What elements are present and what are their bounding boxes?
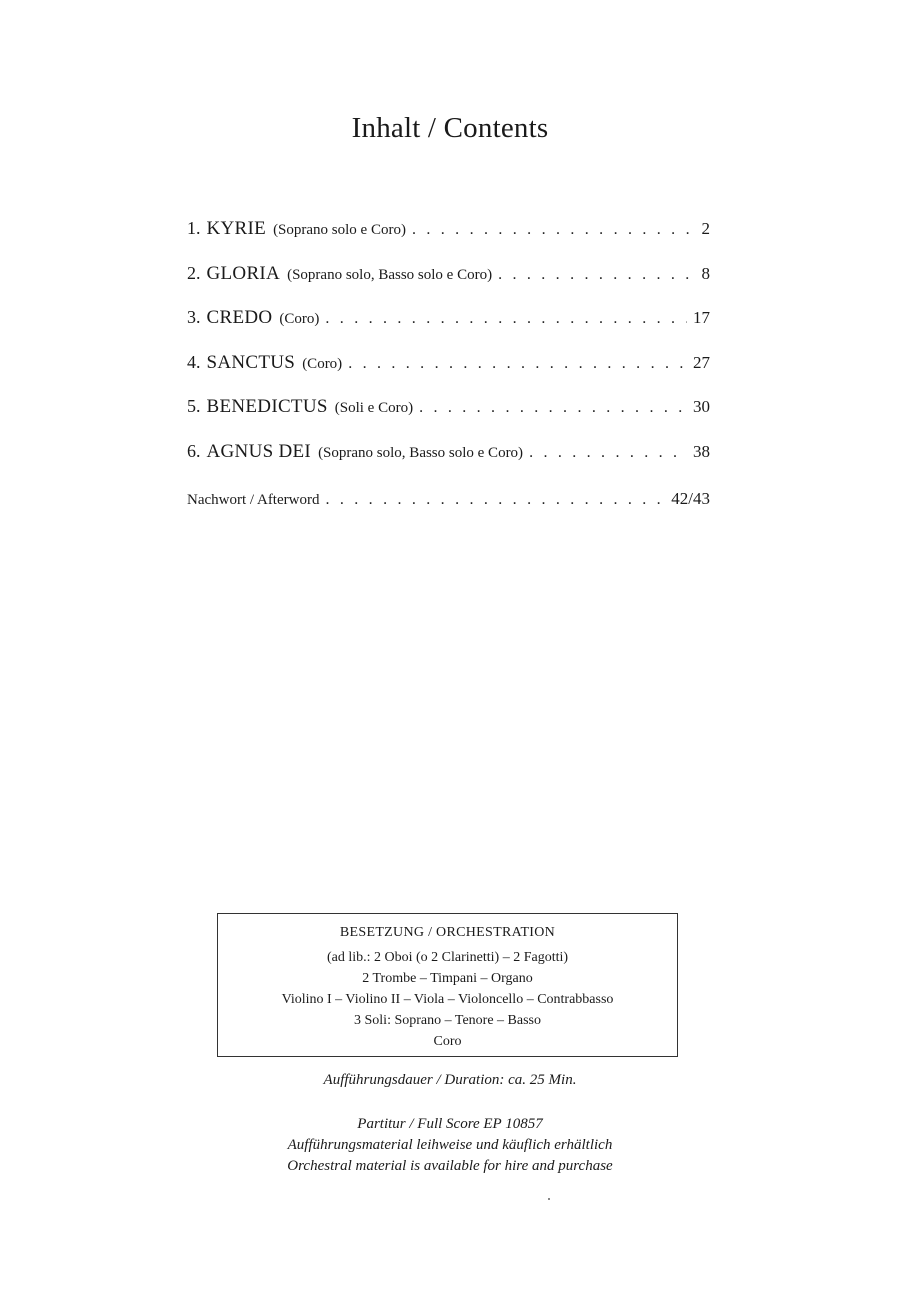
material-note-de: Aufführungsmaterial leihweise und käuflich erhältlich <box>287 1137 613 1153</box>
toc-entry-credo <box>187 307 710 352</box>
score-edition: Partitur / Full Score EP 10857 <box>357 1116 543 1132</box>
toc-title: SANCTUS <box>206 351 296 373</box>
toc-number: 4. <box>187 351 201 372</box>
page-title: Inhalt / Contents <box>351 112 549 144</box>
dot-leader <box>325 310 687 328</box>
toc-entry-afterword <box>187 489 710 529</box>
toc-number: 1. <box>187 218 201 238</box>
dot-leader <box>412 221 696 239</box>
orchestration-line: Violino I – Violino II – Viola – Violoncello – Contrabbasso <box>281 992 614 1007</box>
toc-scoring: (Soprano solo, Basso solo e Coro) <box>318 444 524 461</box>
score-info <box>0 1114 900 1177</box>
orchestration-line: 2 Trombe – Timpani – Organo <box>362 971 533 986</box>
orchestration-line: Coro <box>433 1034 462 1049</box>
toc-number: 5. <box>187 396 201 416</box>
toc-scoring: (Soprano solo e Coro) <box>273 222 406 238</box>
toc-page: 30 <box>693 397 710 416</box>
orchestration-line: 3 Soli: Soprano – Tenore – Basso <box>354 1013 541 1028</box>
dot-leader <box>419 399 687 417</box>
orchestration-heading: BESETZUNG / ORCHESTRATION <box>339 925 556 940</box>
toc-number: 6. <box>187 440 201 461</box>
dot-leader <box>529 444 687 462</box>
toc-page: 38 <box>693 441 710 461</box>
toc-page: 42/43 <box>671 489 710 508</box>
table-of-contents <box>187 218 710 529</box>
toc-entry-agnus-dei <box>187 441 710 486</box>
orchestration-line: (ad lib.: 2 Oboi (o 2 Clarinetti) – 2 Fagotti) <box>326 950 569 965</box>
toc-title: Nachwort / Afterword <box>187 492 320 508</box>
toc-title: BENEDICTUS <box>206 396 328 417</box>
toc-entry-kyrie <box>187 218 710 263</box>
toc-number: 3. <box>187 307 201 327</box>
duration-note: Aufführungsdauer / Duration: ca. 25 Min. <box>323 1072 577 1088</box>
print-speck <box>548 1198 550 1200</box>
toc-page: 2 <box>701 219 710 238</box>
orchestration-box <box>217 913 678 1057</box>
toc-title: GLORIA <box>206 262 281 284</box>
toc-scoring: (Coro) <box>302 355 343 372</box>
material-note-en: Orchestral material is available for hire and purchase <box>287 1158 613 1174</box>
toc-title: KYRIE <box>206 218 267 239</box>
toc-scoring: (Coro) <box>279 311 320 327</box>
toc-page: 27 <box>693 352 710 372</box>
toc-page: 17 <box>693 308 710 327</box>
toc-entry-sanctus <box>187 352 710 397</box>
dot-leader <box>348 355 687 373</box>
toc-entry-benedictus <box>187 396 710 441</box>
toc-title: AGNUS DEI <box>206 440 312 462</box>
toc-page: 8 <box>701 263 710 283</box>
dot-leader <box>498 266 695 284</box>
toc-scoring: (Soli e Coro) <box>334 400 414 416</box>
toc-scoring: (Soprano solo, Basso solo e Coro) <box>287 266 493 283</box>
toc-title: CREDO <box>206 307 273 328</box>
toc-entry-gloria <box>187 263 710 308</box>
toc-number: 2. <box>187 262 201 283</box>
dot-leader <box>325 491 665 509</box>
